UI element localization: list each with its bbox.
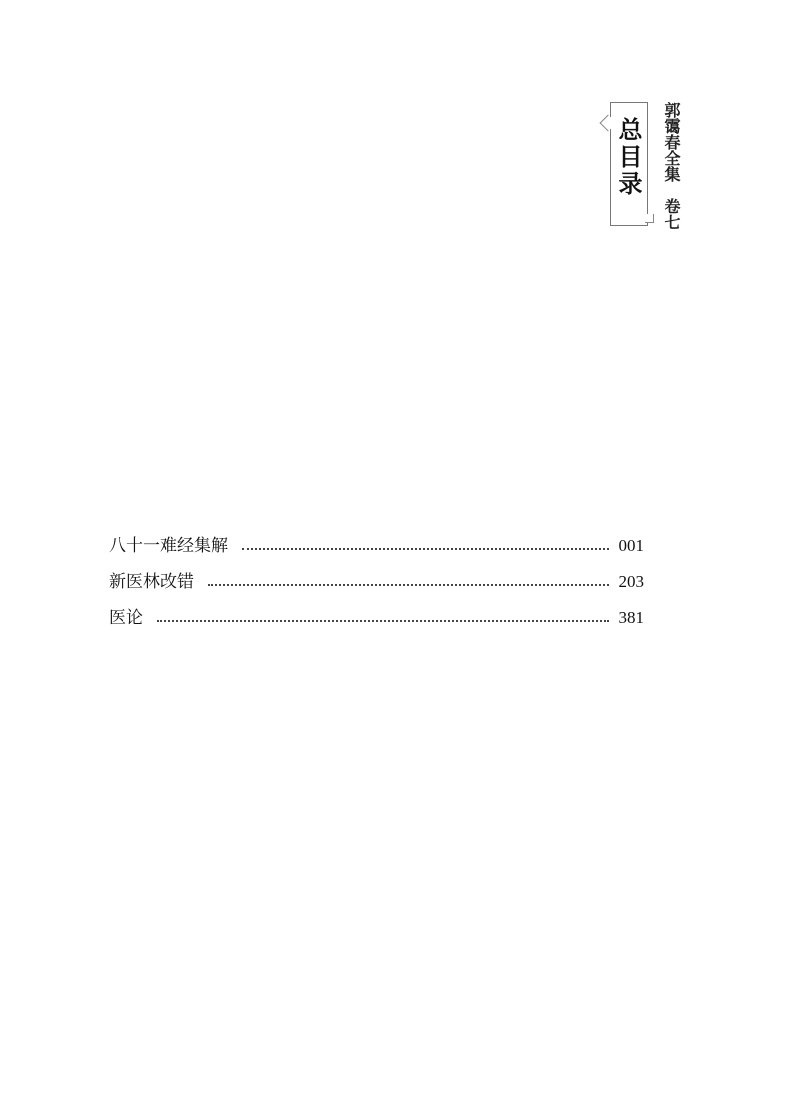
toc-entry-page[interactable]: 203 [618,572,644,591]
toc-entry-title[interactable]: 八十一难经集解 [109,536,228,556]
title-box [610,102,648,226]
running-head-volume: 卷七 [662,198,681,230]
toc-entry[interactable] [109,520,644,556]
toc-entry[interactable] [109,556,644,592]
toc-leader-dots [208,584,609,586]
toc-leader-dots [242,548,609,550]
running-head [660,102,682,252]
toc-entry-page[interactable]: 381 [618,608,644,627]
toc-leader-dots [157,620,609,622]
toc-entry-title[interactable]: 医论 [109,608,143,628]
toc-entry-page[interactable]: 001 [618,536,644,555]
running-head-book: 郭霭春全集 [662,102,681,182]
toc-entry-title[interactable]: 新医林改错 [109,572,194,592]
table-of-contents [109,520,644,628]
toc-entry[interactable] [109,592,644,628]
page-title: 总目录 [614,117,643,198]
